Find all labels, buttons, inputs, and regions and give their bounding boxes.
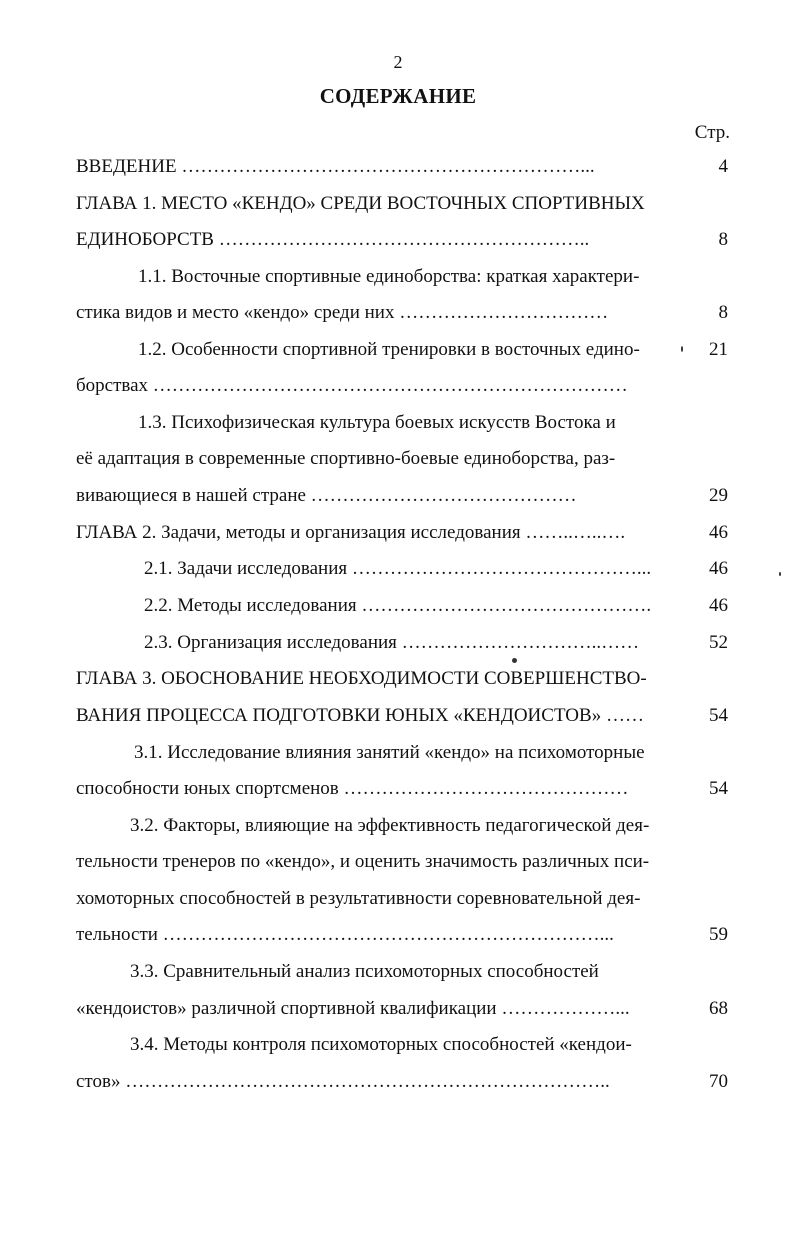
toc-entry-text: 2.2. Методы исследования ……………………………………….: [144, 595, 652, 616]
toc-entry-page: 4: [718, 156, 728, 177]
page-column-label: Стр.: [694, 122, 730, 143]
toc-entry-text: ЕДИНОБОРСТВ …………………………………………………..: [76, 229, 590, 250]
toc-entry-text: способности юных спортсменов ………………………………………: [76, 778, 629, 799]
toc-entry-text: 2.1. Задачи исследования ………………………………………...: [144, 558, 652, 579]
toc-entry-text: стов» …………………………………………………………………..: [76, 1071, 610, 1092]
toc-entry-text: 3.2. Факторы, влияющие на эффективность педагогической дея-: [130, 815, 650, 836]
toc-entry-text: ГЛАВА 1. МЕСТО «КЕНДО» СРЕДИ ВОСТОЧНЫХ СПОРТИВНЫХ: [76, 193, 645, 214]
scan-speck: [779, 572, 781, 576]
toc-entry-text: «кендоистов» различной спортивной квалификации ………………...: [76, 998, 630, 1019]
toc-entry-page: 46: [709, 595, 728, 616]
scan-speck: [681, 346, 683, 352]
toc-entry-text: стика видов и место «кендо» среди них ……………………………: [76, 302, 609, 323]
toc-entry-page: 68: [709, 998, 728, 1019]
toc-entry-text: 2.3. Организация исследования …………………………..……: [144, 632, 640, 653]
toc-entry-text: 3.4. Методы контроля психомоторных способностей «кендои-: [130, 1034, 632, 1055]
toc-entry-page: 8: [718, 229, 728, 250]
toc-entry-page: 29: [709, 485, 728, 506]
toc-entry-text: 3.1. Исследование влияния занятий «кендо» на психомоторные: [134, 742, 645, 763]
toc-entry-page: 46: [709, 558, 728, 579]
toc-entry-text: 1.3. Психофизическая культура боевых искусств Востока и: [138, 412, 616, 433]
toc-entry-page: 46: [709, 522, 728, 543]
toc-entry-text: ГЛАВА 3. ОБОСНОВАНИЕ НЕОБХОДИМОСТИ СОВЕРШЕНСТВО-: [76, 668, 647, 689]
toc-entry-text: хомоторных способностей в результативности соревновательной дея-: [76, 888, 641, 909]
toc-entry-page: 8: [718, 302, 728, 323]
page-number: 2: [393, 52, 403, 72]
toc-entry-page: 52: [709, 632, 728, 653]
toc-entry-text: ГЛАВА 2. Задачи, методы и организация исследования ……..…..….: [76, 522, 626, 543]
toc-entry-page: 54: [709, 705, 728, 726]
toc-entry-text: тельности ……………………………………………………………...: [76, 924, 614, 945]
toc-entry-text: вивающиеся в нашей стране ……………………………………: [76, 485, 577, 506]
toc-entry-page: 54: [709, 778, 728, 799]
toc-entry-text: 3.3. Сравнительный анализ психомоторных способностей: [130, 961, 599, 982]
page-title: СОДЕРЖАНИЕ: [319, 84, 477, 108]
toc-entry-text: 1.1. Восточные спортивные единоборства: краткая характери-: [138, 266, 640, 287]
toc-entry-page: 21: [709, 339, 728, 360]
toc-entry-page: 59: [709, 924, 728, 945]
toc-entry-text: её адаптация в современные спортивно-боевые единоборства, раз-: [76, 448, 616, 469]
toc-entry-text: тельности тренеров по «кендо», и оценить значимость различных пси-: [76, 851, 650, 872]
toc-entry-page: 70: [709, 1071, 728, 1092]
toc-entry-text: ВВЕДЕНИЕ ………………………………………………………...: [76, 156, 595, 177]
toc-entry-text: 1.2. Особенности спортивной тренировки в восточных едино-: [138, 339, 640, 360]
toc-entry-text: борствах …………………………………………………………………: [76, 375, 628, 396]
scan-speck: [512, 658, 517, 663]
toc-entry-text: ВАНИЯ ПРОЦЕССА ПОДГОТОВКИ ЮНЫХ «КЕНДОИСТОВ» ……: [76, 705, 644, 726]
